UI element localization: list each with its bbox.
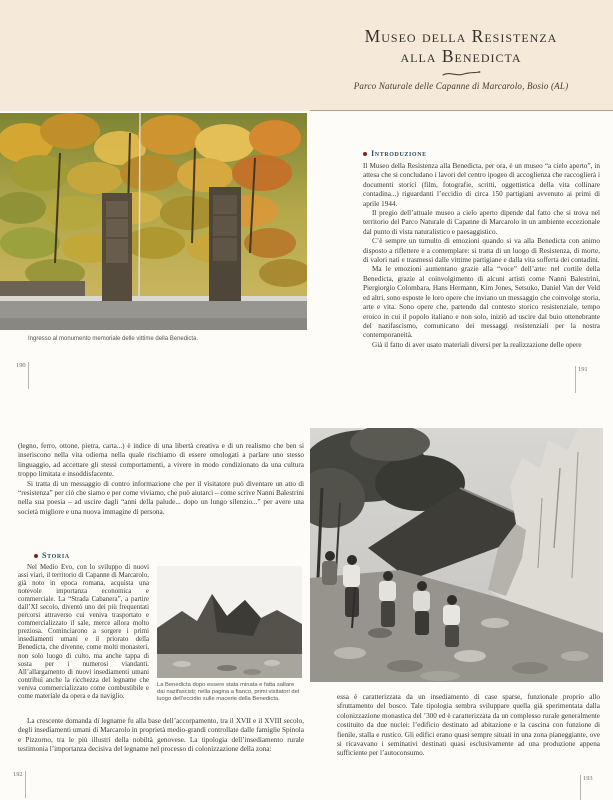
memorial-pillar-right bbox=[209, 187, 241, 301]
page-title-line2: alla Benedicta bbox=[400, 46, 522, 66]
page-subtitle: Parco Naturale delle Capanne di Marcarolo, Bosio (AL) bbox=[353, 81, 569, 91]
text-193 bbox=[337, 693, 600, 759]
visitors-on-rubble-photo bbox=[310, 428, 603, 682]
paragraph: (legno, ferro, ottone, pietra, carta...) è indice di una libertà creativa e di un realismo che ben si inseriscono nella vita odierna nella quale rischiamo di essere omologati a parlare uno stesso linguaggio, ad accettare gli stessi comportamenti, a vivere in modo condizionato da una cultura troppo limitata e insoddisfacente. bbox=[18, 442, 304, 479]
paragraph: C’è sempre un tumulto di emozioni quando si va alla Benedicta con animo disposto a riflettere e a contemplare: si tratta di un luogo di Resistenza, di morte, di valori nati e trasmessi dalle vittime partigiane e dalla vita sofferta dei contadini. bbox=[363, 237, 600, 265]
paragraph: Il pregio dell’attuale museo a cielo aperto dipende dal fatto che si trova nel territorio del Parco Naturale di Capanne di Marcarolo in un ambiente eccezionale dal punto di vista naturalistico e paesaggistico. bbox=[363, 209, 600, 236]
page-number-rule bbox=[25, 771, 26, 798]
page-number-label: 190 bbox=[16, 362, 26, 369]
paragraph: Ma le emozioni aumentano grazie alla “voce” dell’arte: nel cortile della Benedicta, grazie al coinvolgimento di alcuni artisti come Nanni Balestrini, Piergiorgio Colombara, Hans Hermann, Kim Jones, Setsuko, Daniel Van der Veld ed altri, sono esposte le loro opere che inviano un messaggio che coinvolge storia, arte e vita. Sono opere che, partendo dal contesto storico resistenziale, tempo eroico in cui il popolo italiano e non solo, iniziò ad uscire dal buio ottenebrante del nazifascismo, comunicano dei messaggi resistenziali per la nostra contemporaneità. bbox=[363, 265, 600, 340]
flourish-icon bbox=[440, 69, 482, 79]
section-heading-introduzione bbox=[363, 149, 600, 158]
section-heading-label: Storia bbox=[42, 551, 70, 560]
section-bullet-icon bbox=[363, 152, 367, 156]
paragraph: essa è caratterizzata da un insediamento di case sparse, funzionale proprio allo sfruttamento del bosco. Tale tipologia sembra sviluppare quella già sperimentata dalla colonizzazione monastica del ’300 ed è caratterizzata da un complesso rurale generalmente costituito da due nuclei: l’edificio destinato ad abitazione e la cascina con funzione di fienile, stalla e rustico. Gli edifici erano quasi sempre situati in una zona pianeggiante, ove si ricavavano i seminativi destinati quasi esclusivamente ad una produzione appena sufficiente per l’autoconsumo. bbox=[337, 693, 600, 758]
section-bullet-icon bbox=[34, 554, 38, 558]
chapter-header bbox=[318, 26, 604, 91]
photo-caption-190: Ingresso al monumento memoriale delle vittime della Benedicta. bbox=[28, 336, 199, 342]
page-number-label: 191 bbox=[578, 366, 588, 373]
page-title-line1: Museo della Resistenza bbox=[364, 26, 558, 46]
paragraph: Si tratta di un messaggio di contro informazione che per il visitatore può diventare un atto di “resistenza” per ciò che siamo e per come viviamo, che può aiutarci – come scrive Nanni Balestrini nella sua poesia – ad uscire dagli “anni della palude... dopo un lungo silenzio...” per avere una società migliore e una nuova immagine di persona. bbox=[18, 479, 304, 516]
memorial-entrance-photo bbox=[0, 113, 307, 330]
memorial-pillar-left bbox=[102, 193, 132, 301]
page-number-191 bbox=[575, 366, 588, 393]
flagpole bbox=[139, 113, 140, 298]
header-rule bbox=[310, 110, 613, 111]
page-number-label: 192 bbox=[13, 771, 23, 778]
photo-caption-192: La Benedicta dopo essere stata minata e fatta saltare dai nazifascisti; nella pagina a fianco, primi visitatori del luogo dell’eccidio sulle macerie della Benedicta. bbox=[157, 682, 300, 703]
guardrail bbox=[0, 296, 307, 301]
page-number-rule bbox=[28, 362, 29, 389]
page-number-label: 193 bbox=[583, 775, 593, 782]
paragraph: Nel Medio Evo, con lo sviluppo di nuovi assi viari, il territorio di Capanne di Marcarolo, già noto in epoca romana, acquista una notevole importanza economica e commerciale. La “Strada Cabanera”, a partire dall’XI secolo, diventò uno dei più frequentati percorsi attraverso cui veniva trasportato e commercializzato il sale, merce allora molto preziosa. Cominciarono a sorgere i primi insediamenti umani e il priorato della Benedicta, che divenne, come molti monasteri, non solo luogo di culto, ma anche tappa di sosta per i numerosi viandanti. All’allargamento di nuovi insediamenti umani contribuì anche la ricchezza del legname che veniva commercializzato come combustibile e come materiale da opera e da naviglio. bbox=[18, 564, 149, 700]
section-heading-storia bbox=[34, 551, 70, 560]
introduction-column bbox=[363, 149, 600, 350]
paragraph: Il Museo della Resistenza alla Benedicta, per ora, è un museo “a cielo aperto”, in attesa che si concludano i lavori del centro ipogeo di accoglienza che raccoglierà i documenti storici (film, fotografie, scritti, oggettistica della vita collinare contadina...) riguardanti l’eccidio di circa 150 partigiani avvenuto ai primi di aprile 1944. bbox=[363, 162, 600, 208]
page-number-rule bbox=[575, 366, 576, 393]
page-number-192 bbox=[13, 771, 26, 798]
benedicta-ruins-photo bbox=[157, 566, 302, 678]
section-heading-label: Introduzione bbox=[371, 149, 427, 158]
continuation-text bbox=[18, 442, 304, 517]
paragraph: La crescente domanda di legname fu alla base dell’accorpamento, tra il XVII e il XVIII secolo, degli insediamenti umani di Marcarolo in proprietà medio-grandi controllate dalle famiglie Spinola e Pizzorno, tra le più illustri della nobiltà genovese. La tipologia dell’insediamento rurale testimonia l’importanza decisiva del legname nel processo di colonizzazione della zona: bbox=[18, 717, 304, 754]
page-number-rule bbox=[580, 775, 581, 800]
page-number-193 bbox=[580, 775, 593, 800]
bottom-text-192 bbox=[18, 717, 304, 755]
paragraph: Già il fatto di aver usato materiali diversi per la realizzazione delle opere bbox=[372, 340, 582, 349]
storia-narrow-column bbox=[18, 564, 149, 701]
page-number-190 bbox=[16, 362, 29, 389]
